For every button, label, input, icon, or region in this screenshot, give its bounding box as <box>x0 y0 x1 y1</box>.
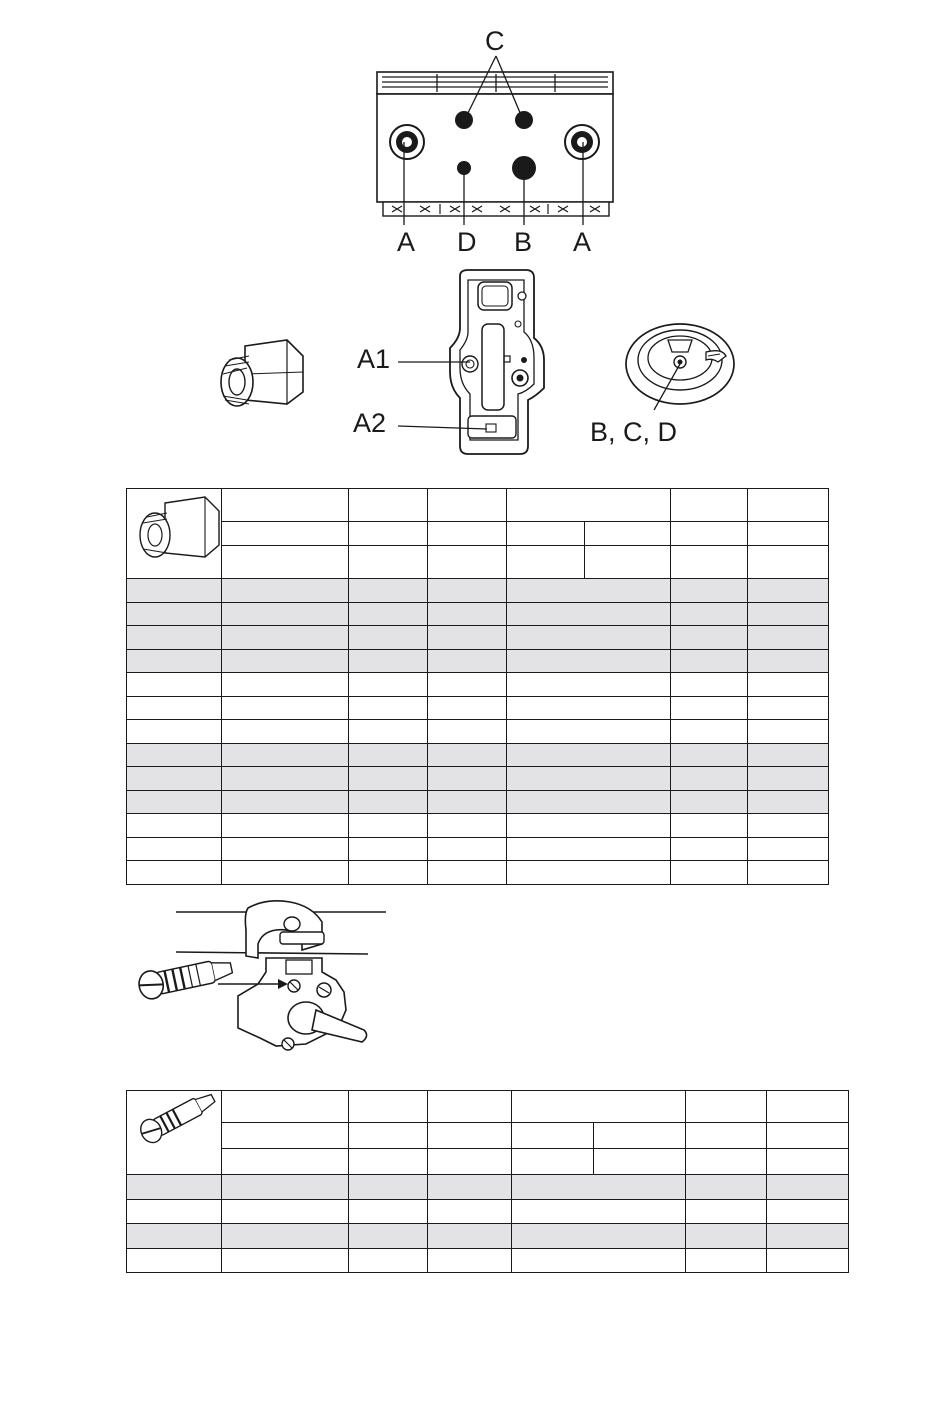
table-cell <box>671 767 748 791</box>
table-row <box>127 1248 849 1273</box>
table-cell <box>671 814 748 838</box>
table-cell <box>671 602 748 626</box>
table-cell <box>127 1224 222 1249</box>
table-cell <box>428 1199 512 1224</box>
table-cell <box>512 1175 686 1200</box>
label-c: C <box>485 26 505 56</box>
bypass-screw <box>136 954 234 1001</box>
table-cell <box>222 1224 349 1249</box>
table-cell <box>127 790 222 814</box>
table-cell <box>507 626 671 650</box>
table-cell <box>428 790 507 814</box>
table-cell <box>428 1248 512 1273</box>
table-cell <box>748 720 829 744</box>
table-cell <box>222 814 349 838</box>
table-cell <box>507 767 671 791</box>
table-cell <box>349 1175 428 1200</box>
table-cell <box>671 696 748 720</box>
table-cell <box>686 1248 767 1273</box>
table-cell <box>349 814 428 838</box>
table-cell <box>349 1224 428 1249</box>
table-cell <box>349 790 428 814</box>
table-cell <box>671 579 748 603</box>
table-header-row <box>127 521 829 545</box>
label-a2: A2 <box>353 408 387 438</box>
table-row <box>127 790 829 814</box>
table-row <box>127 743 829 767</box>
table-cell <box>748 743 829 767</box>
table-cell <box>748 767 829 791</box>
table-cell <box>222 720 349 744</box>
table-cell <box>507 790 671 814</box>
table-cell <box>748 602 829 626</box>
table-cell <box>512 1199 686 1224</box>
table-row <box>127 1224 849 1249</box>
table-cell <box>428 1175 512 1200</box>
table-row <box>127 602 829 626</box>
label-a1: A1 <box>357 344 391 374</box>
table-header-row <box>127 1091 849 1123</box>
table-cell <box>349 673 428 697</box>
table-cell <box>686 1224 767 1249</box>
burner-c-right <box>515 111 533 129</box>
burner-a-left <box>390 125 424 159</box>
table-cell <box>507 861 671 885</box>
table-cell <box>748 696 829 720</box>
table-cell <box>349 649 428 673</box>
table-cell <box>222 861 349 885</box>
table-cell <box>686 1175 767 1200</box>
table-cell <box>222 649 349 673</box>
table-cell <box>671 861 748 885</box>
injector-table <box>126 488 829 885</box>
table-cell <box>222 1175 349 1200</box>
table-cell <box>127 1248 222 1273</box>
table-cell <box>428 696 507 720</box>
table-cell <box>428 837 507 861</box>
injector-table-body <box>127 579 829 885</box>
table-cell <box>349 696 428 720</box>
bypass-table <box>126 1090 849 1273</box>
table-row <box>127 649 829 673</box>
table-row <box>127 1175 849 1200</box>
injector-icon <box>127 489 222 573</box>
label-d: D <box>457 227 477 257</box>
table-cell <box>748 673 829 697</box>
table-cell <box>507 673 671 697</box>
table-cell <box>428 649 507 673</box>
table-cell <box>127 696 222 720</box>
table-cell <box>127 673 222 697</box>
label-a-left: A <box>397 227 416 257</box>
burner-cap-drawing <box>622 318 742 418</box>
table-cell <box>767 1199 849 1224</box>
table-cell <box>671 673 748 697</box>
table-row <box>127 673 829 697</box>
table-cell <box>748 814 829 838</box>
table-cell <box>349 1199 428 1224</box>
table-row <box>127 837 829 861</box>
table-cell <box>507 696 671 720</box>
table-cell <box>222 767 349 791</box>
table-cell <box>222 626 349 650</box>
table-cell <box>507 720 671 744</box>
table-cell <box>428 626 507 650</box>
table-row <box>127 720 829 744</box>
burner-a-right <box>565 125 599 159</box>
table-cell <box>349 579 428 603</box>
table-cell <box>748 649 829 673</box>
bypass-table-body <box>127 1175 849 1273</box>
table-cell <box>686 1199 767 1224</box>
table-cell <box>428 1224 512 1249</box>
table-cell <box>507 814 671 838</box>
table-cell <box>222 579 349 603</box>
injector-drawing <box>215 338 315 418</box>
valve-leaders <box>395 355 495 435</box>
label-a-right: A <box>573 227 592 257</box>
table-row <box>127 861 829 885</box>
table-cell <box>671 626 748 650</box>
table-header-row <box>127 489 829 522</box>
table-row <box>127 767 829 791</box>
table-cell <box>127 602 222 626</box>
table-cell <box>349 720 428 744</box>
table-cell <box>767 1224 849 1249</box>
table-cell <box>349 1248 428 1273</box>
table-cell <box>349 602 428 626</box>
table-cell <box>222 673 349 697</box>
injector-icon-cell <box>127 489 222 579</box>
table-cell <box>767 1248 849 1273</box>
table-cell <box>127 861 222 885</box>
table-cell <box>671 790 748 814</box>
table-cell <box>222 696 349 720</box>
table-cell <box>222 790 349 814</box>
label-bcd: B, C, D <box>590 417 678 447</box>
table-cell <box>671 743 748 767</box>
table-cell <box>127 649 222 673</box>
table-cell <box>767 1175 849 1200</box>
table-cell <box>428 720 507 744</box>
label-b: B <box>514 227 533 257</box>
table-cell <box>349 861 428 885</box>
burner-c-left <box>455 111 473 129</box>
table-cell <box>507 649 671 673</box>
table-cell <box>748 579 829 603</box>
table-cell <box>349 767 428 791</box>
table-cell <box>127 837 222 861</box>
table-cell <box>428 767 507 791</box>
table-cell <box>222 1248 349 1273</box>
table-cell <box>127 626 222 650</box>
table-cell <box>428 602 507 626</box>
table-cell <box>507 837 671 861</box>
table-cell <box>671 720 748 744</box>
cooktop-drawing <box>0 0 950 260</box>
table-cell <box>127 767 222 791</box>
table-cell <box>349 837 428 861</box>
table-header-row <box>127 1123 849 1149</box>
table-cell <box>349 626 428 650</box>
table-cell <box>222 602 349 626</box>
table-row <box>127 696 829 720</box>
bypass-icon-cell <box>127 1091 222 1175</box>
table-cell <box>127 720 222 744</box>
table-cell <box>127 1199 222 1224</box>
table-cell <box>671 649 748 673</box>
table-cell <box>748 626 829 650</box>
table-cell <box>428 673 507 697</box>
table-cell <box>428 743 507 767</box>
table-row <box>127 626 829 650</box>
table-cell <box>222 837 349 861</box>
table-cell <box>222 1199 349 1224</box>
table-cell <box>349 743 428 767</box>
table-cell <box>748 837 829 861</box>
table-header-row <box>127 1149 849 1175</box>
table-cell <box>222 743 349 767</box>
table-row <box>127 814 829 838</box>
table-cell <box>428 861 507 885</box>
tap-figure <box>126 900 406 1060</box>
table-cell <box>748 790 829 814</box>
table-row <box>127 579 829 603</box>
table-cell <box>127 579 222 603</box>
bypass-screw-icon <box>127 1091 222 1169</box>
table-cell <box>748 861 829 885</box>
table-cell <box>512 1224 686 1249</box>
table-cell <box>428 814 507 838</box>
table-header-row <box>127 546 829 579</box>
table-cell <box>127 1175 222 1200</box>
table-cell <box>507 579 671 603</box>
table-cell <box>512 1248 686 1273</box>
table-cell <box>428 579 507 603</box>
table-cell <box>507 602 671 626</box>
table-cell <box>127 743 222 767</box>
table-cell <box>671 837 748 861</box>
table-cell <box>127 814 222 838</box>
table-cell <box>507 743 671 767</box>
table-row <box>127 1199 849 1224</box>
